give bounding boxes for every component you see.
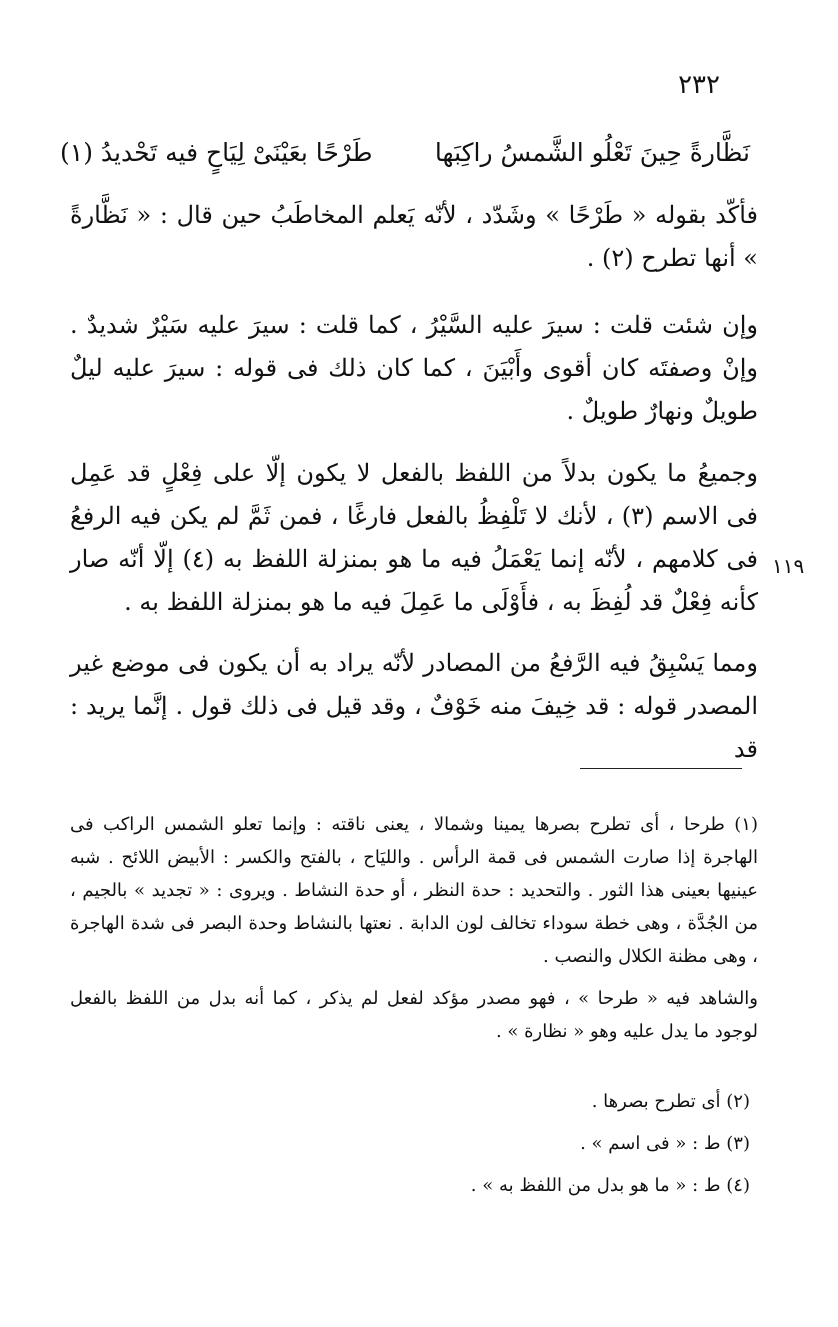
footnote-1-continuation: والشاهد فيه « طرحا » ، فهو مصدر مؤكد لفعل لم يذكر ، كما أنه بدل من اللفظ بالفعل لوجود ما يدل عليه وهو « نظارة » . [70,988,758,1042]
verse-second-hemistich: طَرْحًا بعَيْنَىْ لِيَاحٍ فيه تَحْديدُ (١) [60,138,373,167]
footnote-divider [580,768,742,769]
paragraph-4: ومما يَسْبِقُ فيه الرَّفعُ من المصادر لأنّه يراد به أن يكون فى موضع غير المصدر قوله : قد خِيفَ منه خَوْفٌ ، وقد قيل فى ذلك قول . إنَّما يريد : قد [70,649,758,763]
footnote-4: (٤) ط : « ما هو بدل من اللفظ به » . [470,1175,750,1196]
paragraph-3: وجميعُ ما يكون بدلاً من اللفظ بالفعل لا يكون إلّا على فِعْلٍ قد عَمِل فى الاسم (٣) ، لأنك لا تَلْفِظُ بالفعل فارغًا ، فمن ثَمَّ لم يكن فيه الرفعُ فى كلامهم ، لأنّه إنما يَعْمَلُ فيه ما هو بمنزلة اللفظ به (٤) إلّا أنّه صار كأنه فِعْلٌ قد لُفِظَ به ، فأَوْلَى ما عَمِلَ فيه ما هو بمنزلة اللفظ به . [70,459,759,616]
poetry-verse [60,138,750,167]
footnote-3: (٣) ط : « فى اسم » . [580,1133,750,1154]
paragraph-2: وإن شئت قلت : سيرَ عليه السَّيْرُ ، كما قلت : سيرَ عليه سَيْرٌ شديدٌ . وإنْ وصفتَه كان أقوى وأَبْيَنَ ، كما كان ذلك فى قوله : سيرَ عليه ليلٌ طويلٌ ونهارٌ طويلٌ . [70,311,758,425]
margin-page-reference: ١١٩ [772,554,805,578]
verse-first-hemistich: نَظَّارةً حِينَ تَعْلُو الشَّمسُ راكِبَها [434,138,750,167]
footnote-1: (١) طرحا ، أى تطرح بصرها يمينا وشمالا ، يعنى ناقته : وإنما تعلو الشمس الراكب فى الهاجرة إذا صارت الشمس فى قمة الرأس . والليَاح ، بالفتح والكسر : الأبيض اللائح . شبه عينيها بعينى هذا الثور . والتحديد : حدة النظر ، أو حدة النشاط . ويروى : « تجديد » بالجيم ، من الجُدَّة ، وهى خطة سوداء تخالف لون الدابة . نعتها بالنشاط وحدة البصر فى شدة الهاجرة ، وهى مظنة الكلال والنصب . [70,814,758,967]
paragraph-1: فأكّد بقوله « طَرْحًا » وشَدّد ، لأنّه يَعلم المخاطَبُ حين قال : « نَظَّارةً » أنها تطرح (٢) . [70,201,758,272]
footnote-2: (٢) أى تطرح بصرها . [591,1091,750,1112]
page-number: ٢٣٢ [678,70,720,100]
